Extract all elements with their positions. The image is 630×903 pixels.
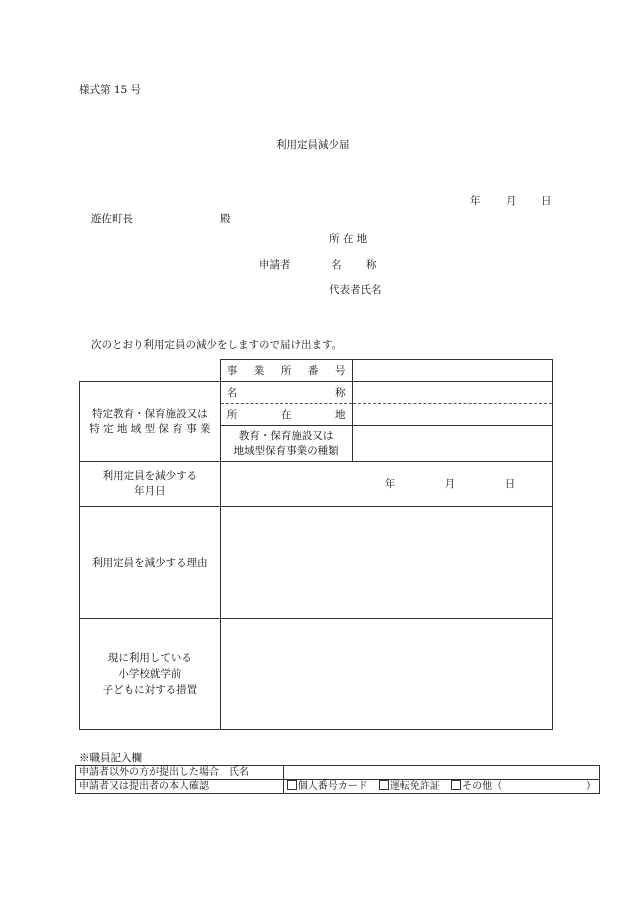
- checkbox-icon[interactable]: [451, 780, 461, 790]
- applicant-address-label: 所 在 地: [329, 233, 368, 245]
- submitter-name-input[interactable]: [283, 766, 599, 780]
- form-number: 様式第 15 号: [79, 84, 142, 96]
- addressee-honorific: 殿: [220, 213, 231, 225]
- date-year-label: 年: [470, 195, 481, 207]
- main-form-table: [79, 359, 553, 730]
- date-day-label: 日: [541, 195, 552, 207]
- identity-check-label: 申請者又は提出者の本人確認: [76, 780, 284, 794]
- measures-input[interactable]: [220, 619, 552, 730]
- applicant-rep-label: 代表者氏名: [329, 284, 382, 296]
- option-other[interactable]: その他（: [451, 781, 502, 792]
- reduce-date-day: 日: [504, 478, 516, 490]
- reduce-date-year: 年: [384, 478, 396, 490]
- addressee-name: 遊佐町長: [91, 213, 133, 225]
- facility-name-input[interactable]: [352, 382, 553, 404]
- applicant-label: 申請者: [259, 259, 291, 271]
- reduce-date-month: 月: [444, 478, 456, 490]
- intro-text: 次のとおり利用定員の減少をしますので届け出ます。: [91, 339, 343, 351]
- office-number-input[interactable]: [352, 360, 553, 382]
- facility-location-input[interactable]: [352, 404, 553, 426]
- option-mynumber-card[interactable]: 個人番号カード: [287, 781, 368, 792]
- office-number-label: 事 業 所 番 号: [220, 360, 352, 382]
- reduce-date-input[interactable]: [220, 462, 552, 507]
- staff-table: [75, 765, 600, 794]
- location-row-label: 所 在 地: [220, 404, 352, 426]
- facility-header: 特定教育・保育施設又は 特 定 地 域 型 保 育 事 業: [80, 382, 221, 462]
- reduce-date-label: 利用定員を減少する 年月日: [80, 462, 221, 507]
- reason-label: 利用定員を減少する理由: [80, 507, 221, 619]
- applicant-name-label-2: 称: [366, 259, 377, 271]
- page-title: 利用定員減少届: [276, 139, 350, 151]
- reason-input[interactable]: [220, 507, 552, 619]
- name-row-label: 名 称: [220, 382, 352, 404]
- option-drivers-license[interactable]: 運転免許証: [379, 781, 440, 792]
- facility-kind-input[interactable]: [352, 426, 553, 462]
- identity-check-options: [283, 780, 599, 794]
- measures-label: 現に利用している 小学校就学前 子どもに対する措置: [80, 619, 221, 730]
- option-other-close: ）: [586, 781, 596, 792]
- checkbox-icon[interactable]: [379, 780, 389, 790]
- table-blank-corner: [80, 360, 221, 382]
- staff-heading: ※職員記入欄: [79, 752, 142, 764]
- applicant-name-label-1: 名: [331, 259, 342, 271]
- submitter-name-label: 申請者以外の方が提出した場合 氏名: [76, 766, 284, 780]
- checkbox-icon[interactable]: [287, 780, 297, 790]
- kind-row-label: 教育・保育施設又は 地域型保育事業の種類: [220, 426, 352, 462]
- date-month-label: 月: [506, 195, 517, 207]
